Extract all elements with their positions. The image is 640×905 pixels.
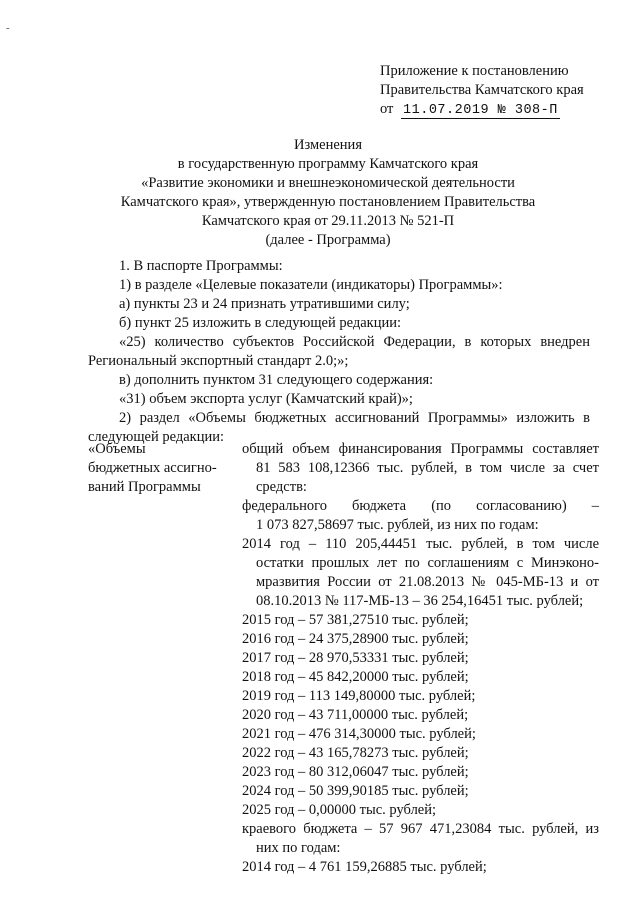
body-paragraph: Региональный экспортный стандарт 2.0;»; bbox=[88, 353, 349, 369]
funding-line: остатки прошлых лет по соглашениям с Минэконо- bbox=[256, 555, 599, 571]
body-paragraph: «31) объем экспорта услуг (Камчатский край)»; bbox=[119, 391, 413, 407]
funding-line: 81 583 108,12366 тыс. рублей, в том числе за счет bbox=[256, 460, 599, 476]
funding-year-line: 2024 год – 50 399,90185 тыс. рублей; bbox=[242, 783, 469, 799]
funding-year-line: 2018 год – 45 842,20000 тыс. рублей; bbox=[242, 669, 469, 685]
appendix-date-prefix: от bbox=[380, 101, 394, 117]
funding-year-line: 2021 год – 476 314,30000 тыс. рублей; bbox=[242, 726, 476, 742]
funding-year-line: 2014 год – 4 761 159,26885 тыс. рублей; bbox=[242, 859, 487, 875]
funding-year-line: 2015 год – 57 381,27510 тыс. рублей; bbox=[242, 612, 469, 628]
table-left-line: ваний Программы bbox=[88, 479, 201, 495]
appendix-date-number: 11.07.2019 № 308-П bbox=[403, 103, 558, 118]
appendix-line: Приложение к постановлению bbox=[380, 63, 569, 79]
funding-year-line: 2019 год – 113 149,80000 тыс. рублей; bbox=[242, 688, 476, 704]
funding-line: 1 073 827,58697 тыс. рублей, из них по годам: bbox=[256, 517, 539, 533]
appendix-header bbox=[380, 62, 584, 120]
corner-mark: - bbox=[6, 22, 10, 34]
document-title bbox=[88, 136, 568, 250]
body-paragraph: 1) в разделе «Целевые показатели (индикаторы) Программы»: bbox=[119, 277, 503, 293]
funding-year-line: 2022 год – 43 165,78273 тыс. рублей; bbox=[242, 745, 469, 761]
body-paragraph: следующей редакции: bbox=[88, 429, 225, 445]
table-left-cell bbox=[88, 440, 238, 497]
table-left-line: бюджетных ассигно- bbox=[88, 460, 217, 476]
table-left-line: «Объемы bbox=[88, 441, 146, 457]
funding-year-line: 2025 год – 0,00000 тыс. рублей; bbox=[242, 802, 437, 818]
table-right-cell bbox=[242, 440, 599, 877]
funding-line: мразвития России от 21.08.2013 № 045-МБ-13 и от bbox=[256, 574, 599, 590]
funding-line: 08.10.2013 № 117-МБ-13 – 36 254,16451 тыс. рублей; bbox=[256, 593, 584, 609]
funding-year-line: 2017 год – 28 970,53331 тыс. рублей; bbox=[242, 650, 469, 666]
title-line: Изменения bbox=[294, 137, 362, 153]
body-paragraph: б) пункт 25 изложить в следующей редакции: bbox=[119, 315, 401, 331]
funding-line: федерального бюджета (по согласованию) – bbox=[242, 498, 599, 514]
body-paragraph: «25) количество субъектов Российской Федерации, в которых внедрен bbox=[119, 334, 590, 350]
title-line: Камчатского края от 29.11.2013 № 521-П bbox=[201, 213, 455, 229]
funding-line: 2014 год – 110 205,44451 тыс. рублей, в том числе bbox=[242, 536, 599, 552]
body-paragraph: а) пункты 23 и 24 признать утратившими силу; bbox=[119, 296, 410, 312]
body-paragraph: в) дополнить пунктом 31 следующего содержания: bbox=[119, 372, 434, 388]
title-line: в государственную программу Камчатского края bbox=[177, 156, 479, 172]
body-paragraph: 2) раздел «Объемы бюджетных ассигнований Программы» изложить в bbox=[119, 410, 590, 426]
body-paragraph-block bbox=[88, 333, 590, 371]
funding-year-line: 2020 год – 43 711,00000 тыс. рублей; bbox=[242, 707, 469, 723]
title-line: «Развитие экономики и внешнеэкономической деятельности bbox=[141, 175, 515, 191]
title-line: Камчатского края», утвержденную постановлением Правительства bbox=[120, 194, 536, 210]
funding-line: них по годам: bbox=[256, 840, 341, 856]
appendix-date-line bbox=[380, 100, 584, 120]
appendix-line: Правительства Камчатского края bbox=[380, 82, 584, 98]
funding-year-line: 2016 год – 24 375,28900 тыс. рублей; bbox=[242, 631, 469, 647]
funding-line: общий объем финансирования Программы составляет bbox=[242, 441, 599, 457]
funding-year-line: 2023 год – 80 312,06047 тыс. рублей; bbox=[242, 764, 469, 780]
title-line: (далее - Программа) bbox=[265, 232, 391, 248]
funding-line: краевого бюджета – 57 967 471,23084 тыс. рублей, из bbox=[242, 821, 599, 837]
body-paragraph: 1. В паспорте Программы: bbox=[119, 258, 283, 274]
funding-line: средств: bbox=[256, 479, 307, 495]
